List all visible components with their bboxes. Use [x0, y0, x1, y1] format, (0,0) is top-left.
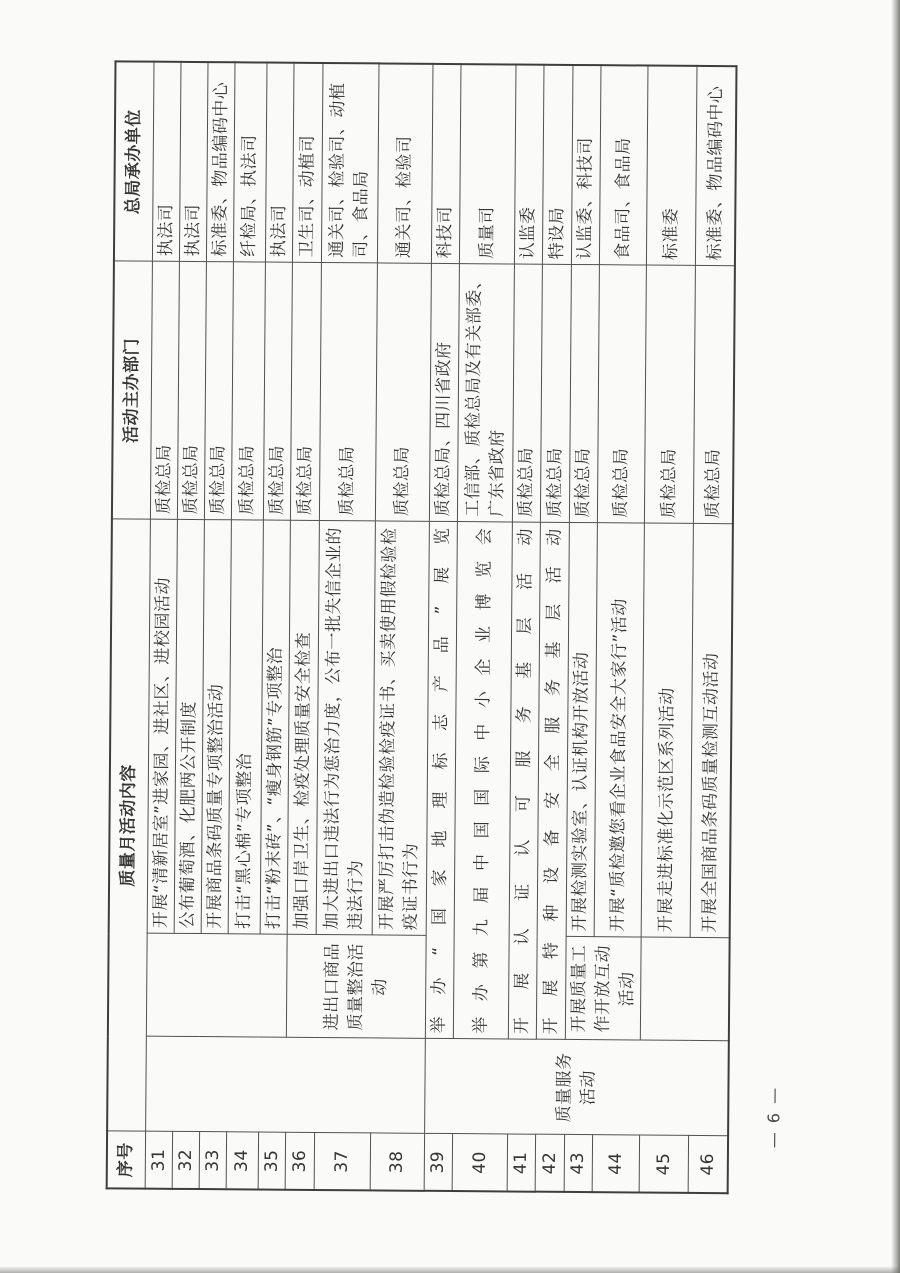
- cell-undertaker-44: 食品司、食品局: [599, 65, 647, 265]
- cell-organizer-35: 质检总局: [263, 263, 292, 521]
- activities-table: [106, 60, 738, 1194]
- cell-organizer-44: 质检总局: [597, 265, 646, 523]
- cell-no-38: 38: [370, 1133, 424, 1190]
- rotated-content: [106, 54, 875, 1195]
- cell-content-40: 举办第九届中国国际中小企业博览会: [453, 522, 512, 1039]
- cell-no-31: 31: [145, 1132, 172, 1189]
- cell-undertaker-38: 通关司、检验司: [377, 63, 433, 263]
- cell-organizer-43: 质检总局: [569, 265, 599, 523]
- cell-undertaker-39: 科技司: [431, 64, 461, 264]
- cell-no-41: 41: [507, 1134, 535, 1191]
- cell-undertaker-33: 标准委、物品编码中心: [206, 62, 235, 262]
- header-organizer: 活动主办部门: [112, 261, 152, 519]
- cell-no-36: 36: [285, 1133, 314, 1190]
- cell-content-43: 开展检测实验室、认证机构开放活动: [566, 523, 597, 937]
- cell-organizer-34: 质检总局: [231, 262, 265, 520]
- cell-no-33: 33: [199, 1132, 226, 1189]
- cell-content-38: 开展严厉打击伪造检验检疫证书、买卖使用假检验检疫证书行为: [372, 521, 429, 935]
- cell-undertaker-35: 执法司: [265, 63, 294, 263]
- scan-edge-shadow-bottom: [0, 1266, 900, 1273]
- category-quality-service: 质量服务活动: [424, 1039, 729, 1136]
- cell-content-45: 开展走进标准化示范区系列活动: [641, 524, 693, 938]
- cell-no-42: 42: [535, 1135, 564, 1192]
- subcategory-open-interaction: 开展质量工作开放互动活动: [565, 937, 641, 1041]
- cell-organizer-36: 质检总局: [290, 263, 321, 521]
- cell-undertaker-42: 特设局: [542, 65, 573, 265]
- cell-organizer-46: 质检总局: [693, 266, 735, 524]
- cell-undertaker-40: 质量司: [459, 64, 516, 264]
- cell-no-39: 39: [424, 1134, 452, 1191]
- cell-content-32: 公布葡萄酒、化肥两公开制度: [174, 520, 204, 934]
- cell-content-35: 打击“粉末砖”、“瘦身钢筋”专项整治: [260, 521, 290, 935]
- cell-organizer-37: 质检总局: [319, 263, 377, 521]
- cell-content-41: 开展认证认可服务基层活动: [508, 522, 540, 1039]
- cell-content-44: 开展“质检邀您看企业食品安全大家行”活动: [594, 523, 644, 937]
- cell-no-46: 46: [688, 1136, 728, 1193]
- cell-organizer-32: 质检总局: [177, 262, 206, 520]
- cell-organizer-40: 工信部、质检总局及有关部委、广东省政府: [457, 264, 514, 522]
- table-row-45: [639, 66, 697, 1193]
- cell-organizer-33: 质检总局: [204, 262, 233, 520]
- cell-no-34: 34: [226, 1132, 258, 1189]
- header-index: 序号: [107, 1131, 145, 1188]
- cell-undertaker-43: 认监委、科技司: [571, 65, 601, 265]
- table-row-40: [452, 64, 516, 1191]
- cell-organizer-31: 质检总局: [150, 262, 179, 520]
- cell-undertaker-31: 执法司: [152, 62, 181, 262]
- subcategory-import-export: 进出口商品质量整治活动: [286, 935, 426, 1039]
- scan-edge-shadow-right: [891, 0, 900, 1273]
- cell-content-37: 加大进出口违法行为惩治力度，公布一批失信企业的违法行为: [316, 521, 375, 935]
- cell-content-31: 开展“清新居室”进家园、进社区、进校园活动: [147, 520, 177, 934]
- cell-undertaker-41: 认监委: [514, 64, 544, 264]
- cell-undertaker-36: 卫生司、动植司: [292, 63, 323, 263]
- cell-no-45: 45: [639, 1136, 688, 1193]
- subcategory-empty-31-35: [146, 934, 287, 1038]
- header-content: 质量月活动内容: [107, 519, 150, 1131]
- subcategory-empty-45-46: [640, 938, 730, 1042]
- cell-content-39: 举办“国家地理标志产品”展览: [425, 522, 457, 1039]
- cell-no-35: 35: [258, 1133, 285, 1190]
- cell-undertaker-37: 通关司、检验司、动植司、食品局: [321, 63, 379, 263]
- cell-no-37: 37: [314, 1133, 370, 1190]
- cell-content-33: 开展商品条码质量专项整治活动: [201, 520, 231, 934]
- cell-undertaker-46: 标准委、物品编码中心: [695, 66, 737, 266]
- cell-no-44: 44: [592, 1135, 639, 1192]
- header-undertaker: 总局承办单位: [114, 61, 154, 261]
- cell-content-46: 开展全国商品条码质量检测互动活动: [690, 524, 733, 938]
- category-empty-31-38: [145, 1037, 425, 1134]
- cell-undertaker-32: 执法司: [179, 62, 208, 262]
- cell-organizer-45: 质检总局: [644, 266, 695, 524]
- cell-content-42: 开展特种设备安全服务基层活动: [536, 523, 569, 1040]
- cell-organizer-38: 质检总局: [375, 263, 431, 521]
- cell-no-32: 32: [172, 1132, 199, 1189]
- cell-content-36: 加强口岸卫生、检疫处理质量安全检查: [287, 521, 319, 935]
- cell-organizer-42: 质检总局: [540, 265, 571, 523]
- cell-no-43: 43: [564, 1135, 593, 1192]
- cell-content-34: 打击“黑心棉”专项整治: [228, 520, 263, 934]
- cell-undertaker-34: 纤检局、执法司: [233, 62, 267, 262]
- cell-undertaker-45: 标准委: [646, 66, 697, 266]
- page-number: — 6 —: [763, 1085, 784, 1149]
- cell-no-40: 40: [452, 1134, 507, 1191]
- cell-organizer-39: 质检总局、四川省政府: [429, 264, 459, 522]
- cell-organizer-41: 质检总局: [512, 264, 542, 522]
